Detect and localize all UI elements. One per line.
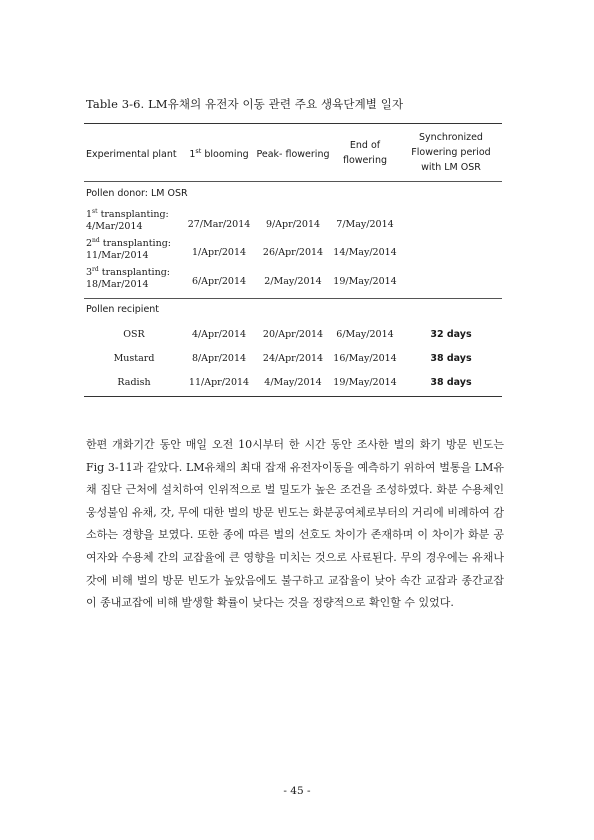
section-pollen-donor: Pollen donor: LM OSR (86, 188, 188, 199)
donor-row-1-label: 1st transplanting: 4/Mar/2014 (86, 207, 169, 232)
header-peak-flowering: Peak- flowering (256, 149, 330, 160)
donor-row-2-end: 14/May/2014 (333, 247, 397, 258)
recipient-row-mustard-first: 8/Apr/2014 (191, 353, 247, 364)
recipient-row-osr-plant: OSR (123, 329, 145, 340)
header-experimental-plant: Experimental plant (86, 149, 177, 160)
header-bottom-rule (84, 181, 502, 182)
donor-row-1-end: 7/May/2014 (336, 219, 394, 230)
recipient-row-radish-end: 19/May/2014 (333, 377, 397, 388)
donor-row-3-peak: 2/May/2014 (264, 276, 322, 287)
recipient-row-mustard-end: 16/May/2014 (333, 353, 397, 364)
growth-stage-table (84, 123, 502, 398)
donor-row-1-first: 27/Mar/2014 (187, 219, 251, 230)
recipient-row-mustard-sync: 38 days (430, 353, 472, 364)
table-bottom-rule (84, 396, 502, 397)
recipient-row-radish-first: 11/Apr/2014 (188, 377, 250, 388)
header-first-blooming: 1st blooming (189, 146, 249, 160)
recipient-row-osr-peak: 20/Apr/2014 (262, 329, 324, 340)
table-caption: Table 3-6. LM유채의 유전자 이동 관련 주요 생육단계별 일자 (86, 97, 404, 111)
page-number: - 45 - (283, 785, 311, 797)
donor-row-3-end: 19/May/2014 (333, 276, 397, 287)
recipient-row-osr-end: 6/May/2014 (336, 329, 394, 340)
donor-row-1-peak: 9/Apr/2014 (265, 219, 321, 230)
recipient-row-osr-first: 4/Apr/2014 (191, 329, 247, 340)
header-synchronized-flowering: Synchronized Flowering period with LM OSR (411, 132, 491, 173)
donor-row-2-label: 2nd transplanting: 11/Mar/2014 (86, 236, 171, 261)
recipient-row-radish-plant: Radish (117, 377, 151, 388)
section-pollen-recipient: Pollen recipient (86, 304, 160, 315)
donor-bottom-rule (84, 298, 502, 299)
recipient-row-osr-sync: 32 days (430, 329, 472, 340)
recipient-row-mustard-plant: Mustard (113, 353, 155, 364)
donor-row-3-label: 3rd transplanting: 18/Mar/2014 (86, 265, 170, 290)
header-end-of-flowering: End of flowering (342, 140, 387, 166)
recipient-row-radish-sync: 38 days (430, 377, 472, 388)
donor-row-3-first: 6/Apr/2014 (191, 276, 247, 287)
body-paragraph: 한편 개화기간 동안 매일 오전 10시부터 한 시간 동안 조사한 벌의 화기 방문 빈도는 Fig 3-11과 같았다. LM유채의 최대 잡재 유전자이동을 예측하기 위하여 벌통을 LM유채 집단 근처에 설치하여 인위적으로 벌 밀도가 높은 조건을 조성하였다. 화분 수용체인 웅성불임 유채, 갓, 무에 대한 벌의 방문 빈도는 화분공여체로부터의 거리에 비례하여 감소하는 경향을 보였다. 또한 종에 따른 벌의 선호도 차이가 존재하며 이 차이가 화분 공여자와 수용체 간의 교잡율에 큰 영향을 미치는 것으로 사료된다. 무의 경우에는 유채나 갓에 비해 벌의 방문 빈도가 높았음에도 불구하고 교잡율이 낮아 속간 교잡과 종간교잡이 종내교잡에 비해 발생할 확률이 낮다는 것을 정량적으로 확인할 수 있었다. (86, 438, 504, 610)
recipient-row-radish-peak: 4/May/2014 (264, 377, 322, 388)
donor-row-2-first: 1/Apr/2014 (191, 247, 247, 258)
donor-row-2-peak: 26/Apr/2014 (262, 247, 324, 258)
recipient-row-mustard-peak: 24/Apr/2014 (262, 353, 324, 364)
table-top-rule (84, 123, 502, 124)
